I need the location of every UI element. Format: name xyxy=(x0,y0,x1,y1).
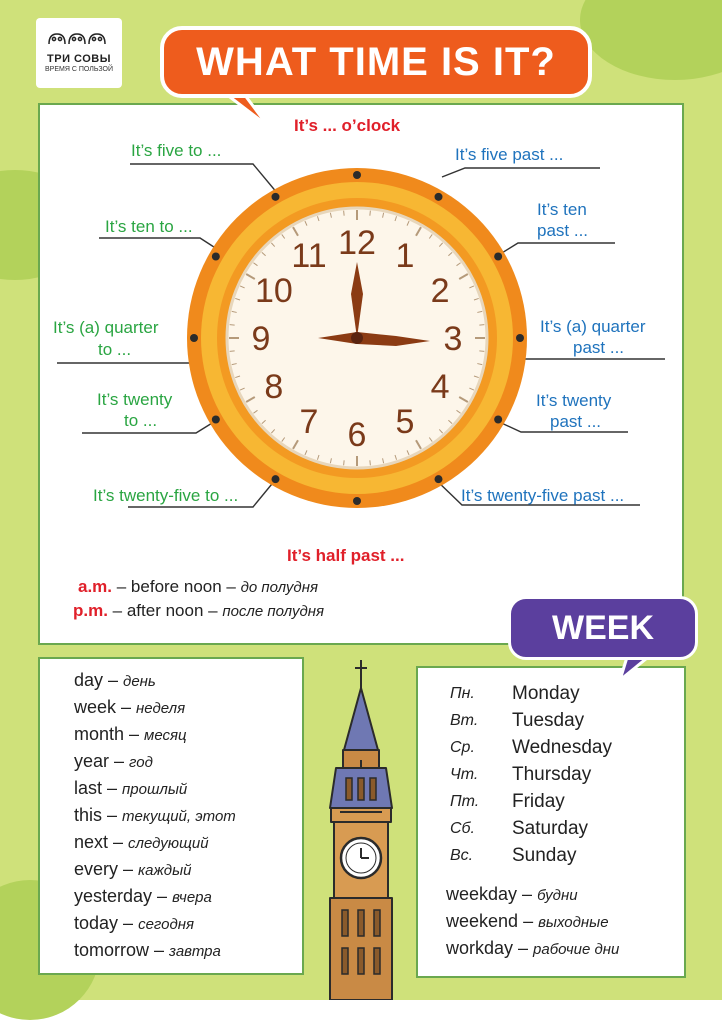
vocab-item: week – неделя xyxy=(74,697,186,717)
clock-number: 8 xyxy=(264,368,284,406)
am-russian: до полудня xyxy=(240,579,318,596)
phrase-twentyfive-past: It’s twenty-five past ... xyxy=(461,486,625,505)
weekday-abbr: Чт. xyxy=(450,766,479,783)
weekday-name: Saturday xyxy=(512,818,589,839)
clock-number: 7 xyxy=(299,403,319,442)
clock-number: 12 xyxy=(338,224,376,262)
weekday-name: Thursday xyxy=(512,764,592,785)
week-word: weekend – выходные xyxy=(446,911,609,931)
am-abbr: a.m. xyxy=(78,577,113,596)
clock-number: 6 xyxy=(347,416,367,454)
vocab-item: tomorrow – завтра xyxy=(74,940,221,960)
big-ben-clock-icon xyxy=(341,838,381,878)
week-bubble xyxy=(508,596,698,660)
vocab-item: yesterday – вчера xyxy=(74,886,212,906)
pm-abbr: p.m. xyxy=(73,601,108,620)
vocab-item: year – год xyxy=(74,751,153,771)
clock-number: 5 xyxy=(395,403,415,442)
clock-number: 3 xyxy=(443,320,463,358)
phrase-ten-past-line1: It’s ten xyxy=(537,200,587,219)
weekday-abbr: Пт. xyxy=(450,793,480,810)
clock-number: 11 xyxy=(291,236,327,275)
pm-russian: после полудня xyxy=(222,603,325,620)
vocab-item: today – сегодня xyxy=(74,913,195,933)
vocab-item: every – каждый xyxy=(74,859,192,879)
week-panel xyxy=(416,666,686,978)
phrase-quarter-past-line2: past ... xyxy=(573,338,625,357)
clock-number: 2 xyxy=(430,272,450,310)
week-word: weekday – будни xyxy=(446,884,578,904)
page-title: WHAT TIME IS IT? xyxy=(196,40,556,84)
weekday-abbr: Пн. xyxy=(450,685,475,702)
phrase-half-past: It’s half past ... xyxy=(287,546,405,565)
phrase-quarter-past-line1: It’s (a) quarter xyxy=(540,317,646,336)
phrase-twentyfive-to: It’s twenty-five to ... xyxy=(93,486,239,505)
weekday-name: Monday xyxy=(512,683,580,704)
phrase-ten-past-line2: past ... xyxy=(537,221,589,240)
clock-number: 4 xyxy=(430,368,450,406)
phrase-twenty-past-line2: past ... xyxy=(550,412,602,431)
phrase-quarter-to-line2: to ... xyxy=(98,340,132,359)
weekday-abbr: Ср. xyxy=(450,739,475,756)
week-title: WEEK xyxy=(552,609,654,647)
phrase-oclock: It’s ... o’clock xyxy=(294,116,401,135)
am-english: – before noon – xyxy=(112,577,241,596)
weekday-name: Wednesday xyxy=(512,737,612,758)
weekday-abbr: Вс. xyxy=(450,847,474,864)
weekday-abbr: Сб. xyxy=(450,820,475,837)
weekday-name: Friday xyxy=(512,791,565,812)
clock-number: 9 xyxy=(251,320,271,358)
phrase-ten-to: It’s ten to ... xyxy=(105,217,193,236)
vocab-item: this – текущий, этот xyxy=(74,805,236,825)
phrase-twenty-to-line2: to ... xyxy=(124,411,158,430)
brand-name: ТРИ СОВЫ xyxy=(47,53,111,65)
phrase-twenty-past-line1: It’s twenty xyxy=(536,391,612,410)
vocab-item: month – месяц xyxy=(74,724,187,744)
clock-number: 10 xyxy=(254,272,293,310)
vocab-item: last – прошлый xyxy=(74,778,188,798)
pm-english: – after noon – xyxy=(107,601,223,620)
weekday-name: Sunday xyxy=(512,845,577,866)
clock-number: 1 xyxy=(395,236,415,275)
week-word: workday – рабочие дни xyxy=(446,938,620,958)
phrase-quarter-to-line1: It’s (a) quarter xyxy=(53,318,159,337)
weekday-abbr: Вт. xyxy=(450,712,479,729)
vocab-item: next – следующий xyxy=(74,832,209,852)
phrase-five-past: It’s five past ... xyxy=(455,145,564,164)
phrase-twenty-to-line1: It’s twenty xyxy=(97,390,173,409)
brand-tagline: ВРЕМЯ С ПОЛЬЗОЙ xyxy=(45,66,113,73)
vocab-item: day – день xyxy=(74,670,156,690)
phrase-five-to: It’s five to ... xyxy=(131,141,222,160)
weekday-name: Tuesday xyxy=(512,710,585,731)
